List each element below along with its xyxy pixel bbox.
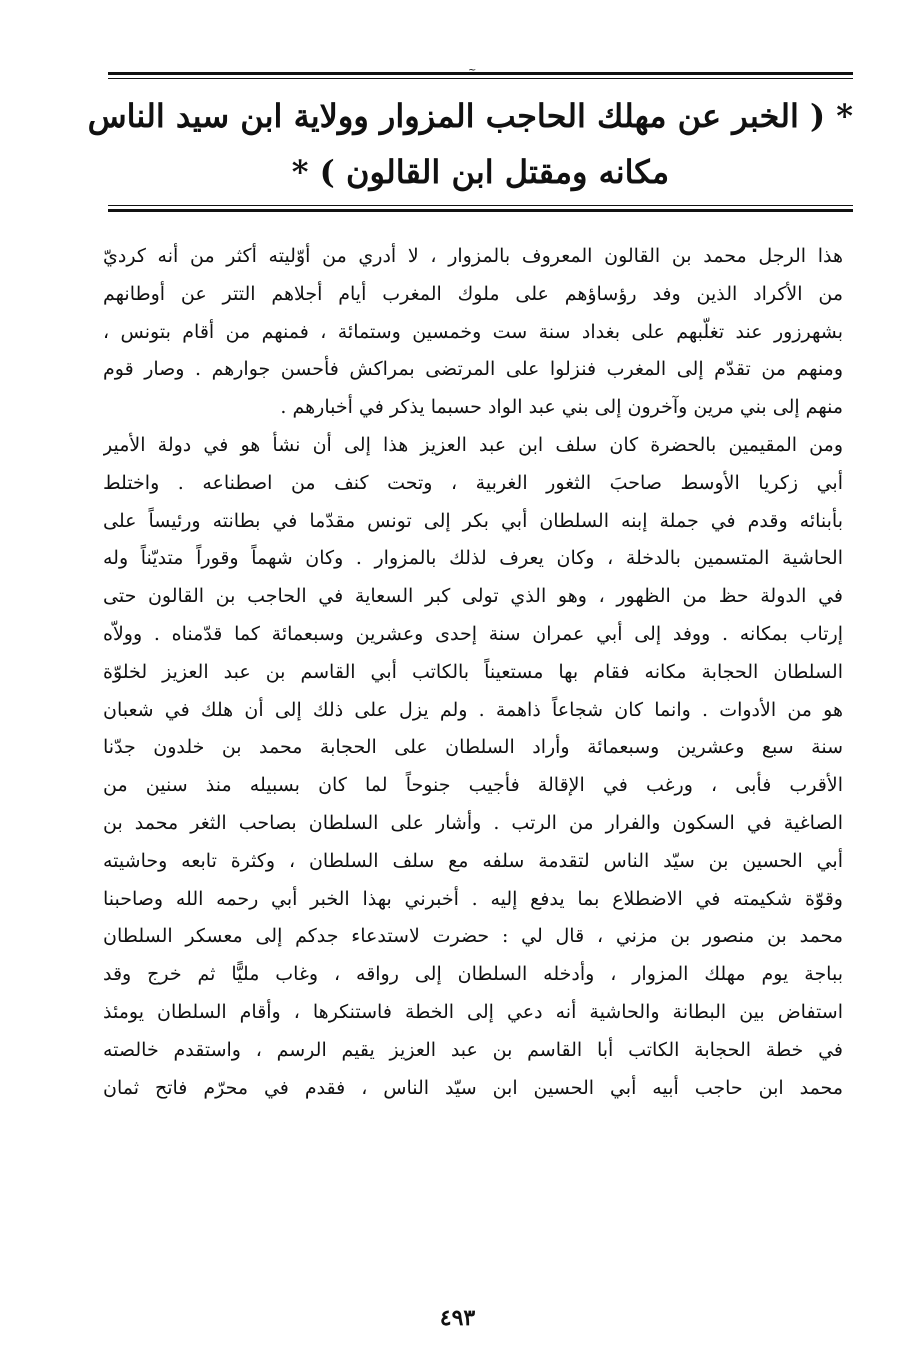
text-line: ومن المقيمين بالحضرة كان سلف ابن عبد العزيز هذا إلى أن نشأ هو في دولة الأمير bbox=[103, 433, 843, 456]
text-line: بباجة يوم مهلك المزوار ، وأدخله السلطان إلى رواقه ، وغاب مليًّا ثم خرج وقد bbox=[103, 963, 843, 986]
text-line: ومنهم من تقدّم إلى المغرب فنزلوا على المرتضى بمراكش فأحسن جوارهم . وصار قوم bbox=[103, 358, 843, 381]
text-line: بشهرزور عند تغلّبهم على بغداد سنة ست وخمسين وستمائة ، فمنهم من أقام بتونس ، bbox=[103, 320, 843, 343]
text-line: سنة سبع وعشرين وسبعمائة وأراد السلطان على الحجابة محمد بن خلدون جدّنا bbox=[103, 736, 843, 759]
text-line: هو من الأدوات . وانما كان شجاعاً ذاهمة . ولم يزل على ذلك إلى أن هلك في شعبان bbox=[103, 698, 843, 721]
top-double-rule bbox=[108, 65, 853, 79]
rule-line bbox=[108, 78, 853, 79]
text-line: منهم إلى بني مرين وآخرون إلى بني عبد الواد حسبما يذكر في أخبارهم . bbox=[280, 396, 843, 419]
bottom-double-rule bbox=[108, 205, 853, 212]
text-line: من الأكراد الذين وفد رؤساؤهم على ملوك المغرب أيام أجلاهم التتر عن أوطانهم bbox=[103, 282, 843, 305]
body-text bbox=[103, 238, 843, 1107]
text-line: في خطة الحجابة الكاتب أبا القاسم بن عبد العزيز يقيم الرسم ، واستقدم خالصته bbox=[103, 1038, 843, 1061]
text-line: محمد بن منصور بن مزني ، قال لي : حضرت لاستدعاء جدكم إلى معسكر السلطان bbox=[103, 925, 843, 948]
page-number: ٤٩٣ bbox=[439, 1305, 476, 1331]
text-line: أبي الحسين بن سيّد الناس لتقدمة سلفه مع سلف السلطان ، وكثرة تابعه وحاشيته bbox=[103, 849, 843, 872]
rule-ornament-icon: ~ bbox=[468, 65, 477, 76]
text-line: السلطان الحجابة مكانه فقام بها مستعيناً بالكاتب أبي القاسم بن عبد العزيز لخلوّة bbox=[103, 660, 843, 683]
text-line: الحاشية المتسمين بالدخلة ، وكان يعرف لذلك بالمزوار . وكان شهماً وقوراً متديّناً وله bbox=[103, 547, 843, 570]
chapter-heading bbox=[87, 88, 853, 200]
rule-line bbox=[108, 72, 853, 75]
text-line: الأقرب فأبى ، ورغب في الإقالة فأجيب جنوحاً لما كان بسبيله منذ سنين من bbox=[103, 774, 843, 797]
text-line: أبي زكريا الأوسط صاحبَ الثغور الغربية ، وتحت كنف من اصطناعه . واختلط bbox=[103, 471, 843, 494]
text-line: إرتاب بمكانه . ووفد إلى أبي عمران سنة إحدى وعشرين وسبعمائة كما قدّمناه . وولاّه bbox=[103, 622, 843, 645]
text-line: في الدولة حظ من الظهور ، وهو الذي تولى كبر السعاية في الحاجب بن القالون حتى bbox=[103, 585, 843, 608]
text-line: وقوّة شكيمته في الاضطلاع بما يدفع إليه . أخبرني بهذا الخبر أبي رحمه الله وصاحبنا bbox=[103, 887, 843, 910]
text-line: الصاغية في السكون والفرار من الرتب . وأشار على السلطان بصاحب الثغر محمد بن bbox=[103, 811, 843, 834]
rule-line bbox=[108, 209, 853, 212]
text-line: استفاض بين البطانة والحاشية أنه دعي إلى الخطة فاستنكرها ، وأقام السلطان يومئذ bbox=[103, 1000, 843, 1023]
heading-line-2: مكانه ومقتل ابن القالون ) * bbox=[291, 153, 670, 191]
text-line: بأبنائه وقدم في جملة إبنه السلطان أبي بكر إلى تونس مقدّما في بطانته ورئيساً على bbox=[103, 509, 843, 532]
heading-line-1: * ( الخبر عن مهلك الحاجب المزوار وولاية ابن سيد الناس bbox=[87, 97, 853, 135]
text-line: محمد ابن حاجب أبيه أبي الحسين ابن سيّد الناس ، فقدم في محرّم فاتح ثمان bbox=[103, 1076, 843, 1099]
text-line: هذا الرجل محمد بن القالون المعروف بالمزوار ، لا أدري من أوّليته أكثر من أنه كرديّ bbox=[103, 245, 843, 267]
rule-line bbox=[108, 205, 853, 206]
